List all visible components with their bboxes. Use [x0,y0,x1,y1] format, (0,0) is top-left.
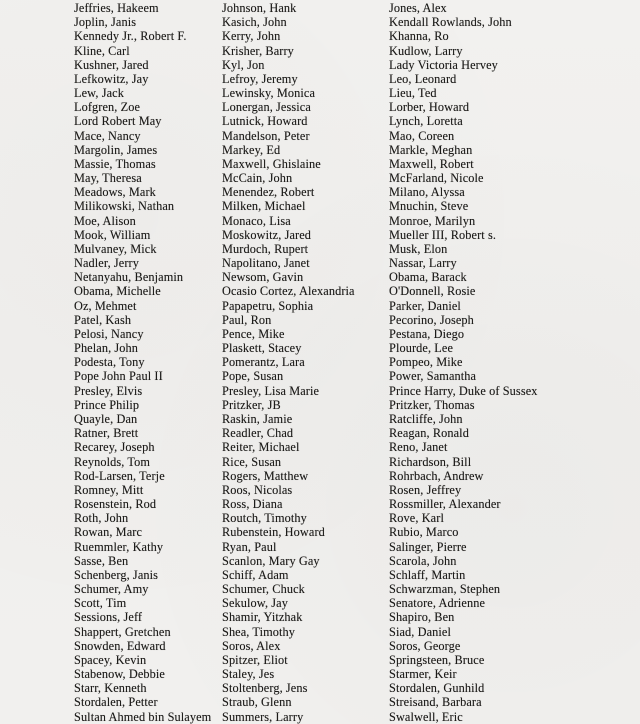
list-item: Plaskett, Stacey [222,341,302,356]
list-item: Kudlow, Larry [389,43,463,58]
list-item: Mao, Coreen [389,128,455,143]
list-item: Lew, Jack [74,86,124,101]
list-item: Roth, John [74,511,129,526]
name-column-2 [222,1,389,724]
list-item: Lynch, Loretta [389,114,463,129]
list-item: Milken, Michael [222,199,306,214]
list-item: Power, Samantha [389,369,477,384]
list-item: Sultan Ahmed bin Sulayem [74,709,212,724]
list-item: Pope, Susan [222,369,284,384]
list-item: Kline, Carl [74,43,130,58]
list-item: Schlaff, Martin [389,567,466,582]
list-item: Paul, Ron [222,312,272,327]
list-item: Salinger, Pierre [389,539,467,554]
list-item: Obama, Barack [389,270,467,285]
list-item: Romney, Mitt [74,482,144,497]
list-item: Kerry, John [222,29,281,44]
list-item: Starmer, Keir [389,667,457,682]
list-item: Lutnick, Howard [222,114,308,129]
list-item: Lofgren, Zoe [74,100,141,115]
list-item: Mueller III, Robert s. [389,227,497,242]
list-item: Parker, Daniel [389,298,461,313]
list-item: Reno, Janet [389,440,448,455]
list-item: Streisand, Barbara [389,695,482,710]
list-item: Shamir, Yitzhak [222,610,303,625]
list-item: Mulvaney, Mick [74,241,157,256]
list-item: Kasich, John [222,15,287,30]
list-item: Rowan, Marc [74,525,143,540]
list-item: Scanlon, Mary Gay [222,553,320,568]
list-item: Reynolds, Tom [74,454,151,469]
list-item: Phelan, John [74,341,139,356]
list-item: Plourde, Lee [389,341,454,356]
list-item: Musk, Elon [389,241,448,256]
list-item: Nadler, Jerry [74,256,139,271]
list-item: Rogers, Matthew [222,468,309,483]
list-item: Raskin, Jamie [222,411,293,426]
list-item: Ratner, Brett [74,426,139,441]
list-item: Stabenow, Debbie [74,667,165,682]
list-item: Rove, Karl [389,511,444,526]
list-item: Leo, Leonard [389,71,457,86]
list-item: Stordalen, Petter [74,695,158,710]
list-item: Reiter, Michael [222,440,300,455]
list-item: Prince Harry, Duke of Sussex [389,383,538,398]
list-item: Kyl, Jon [222,57,265,72]
list-item: Sekulow, Jay [222,596,288,611]
list-item: Mandelson, Peter [222,128,310,143]
list-item: Maxwell, Robert [389,156,474,171]
list-item: Kennedy Jr., Robert F. [74,29,187,44]
list-item: Ocasio Cortez, Alexandria [222,284,355,299]
list-item: Prince Philip [74,397,140,412]
list-item: Soros, Alex [222,638,281,653]
list-item: Pelosi, Nancy [74,326,144,341]
list-item: Starr, Kenneth [74,681,147,696]
list-item: Schumer, Amy [74,582,149,597]
list-item: McFarland, Nicole [389,171,484,186]
list-item: Krisher, Barry [222,43,294,58]
list-item: Lefroy, Jeremy [222,71,298,86]
list-item: Patel, Kash [74,312,132,327]
list-item: Lorber, Howard [389,100,470,115]
list-item: Rossmiller, Alexander [389,497,501,512]
list-item: Ruemmler, Kathy [74,539,164,554]
list-item: Siad, Daniel [389,624,451,639]
list-item: Swalwell, Eric [389,709,463,724]
list-item: Lord Robert May [74,114,162,129]
list-item: Jones, Alex [389,1,447,15]
list-item: Maxwell, Ghislaine [222,156,321,171]
list-item: Kendall Rowlands, John [389,15,512,30]
list-item: Mook, William [74,227,151,242]
list-item: Soros, George [389,638,461,653]
list-item: Shea, Timothy [222,624,296,639]
list-item: Milikowski, Nathan [74,199,175,214]
list-item: Staley, Jes [222,667,275,682]
list-item: Spitzer, Eliot [222,652,288,667]
list-item: Stordalen, Gunhild [389,681,485,696]
list-item: Joplin, Janis [74,15,137,30]
list-item: Rubenstein, Howard [222,525,325,540]
list-item: Presley, Lisa Marie [222,383,320,398]
list-item: Shapiro, Ben [389,610,455,625]
list-item: Netanyahu, Benjamin [74,270,184,285]
list-item: Khanna, Ro [389,29,449,44]
list-item: Scarola, John [389,553,457,568]
list-item: Mace, Nancy [74,128,141,143]
list-item: Snowden, Edward [74,638,166,653]
name-column-3 [389,1,629,724]
list-item: Markey, Ed [222,142,281,157]
list-item: Massie, Thomas [74,156,156,171]
list-item: Lady Victoria Hervey [389,57,498,72]
list-item: Quayle, Dan [74,411,138,426]
list-item: Ross, Diana [222,497,283,512]
list-item: Recarey, Joseph [74,440,155,455]
list-item: Roos, Nicolas [222,482,293,497]
list-item: Rubio, Marco [389,525,459,540]
list-item: Richardson, Bill [389,454,472,469]
list-item: Papapetru, Sophia [222,298,314,313]
list-item: Sessions, Jeff [74,610,143,625]
list-item: Lieu, Ted [389,86,437,101]
list-item: Summers, Larry [222,709,304,724]
list-item: Jeffries, Hakeem [74,1,159,15]
list-item: Johnson, Hank [222,1,297,15]
list-item: Schiff, Adam [222,567,289,582]
list-item: Markle, Meghan [389,142,473,157]
list-item: Napolitano, Janet [222,256,310,271]
list-item: Spacey, Kevin [74,652,147,667]
list-item: Pence, Mike [222,326,285,341]
list-item: Menendez, Robert [222,185,315,200]
list-item: Senatore, Adrienne [389,596,486,611]
list-item: Scott, Tim [74,596,127,611]
list-item: Lewinsky, Monica [222,86,316,101]
list-item: May, Theresa [74,171,142,186]
list-item: Sasse, Ben [74,553,129,568]
list-item: Murdoch, Rupert [222,241,309,256]
list-item: Margolin, James [74,142,158,157]
list-item: Pomerantz, Lara [222,355,305,370]
list-item: Pompeo, Mike [389,355,463,370]
name-column-1 [74,1,222,724]
list-item: McCain, John [222,171,293,186]
list-item: Meadows, Mark [74,185,156,200]
list-item: Pope John Paul II [74,369,163,384]
list-item: Milano, Alyssa [389,185,465,200]
list-item: Shappert, Gretchen [74,624,171,639]
list-item: O'Donnell, Rosie [389,284,476,299]
list-item: Straub, Glenn [222,695,292,710]
list-item: Pestana, Diego [389,326,465,341]
list-item: Monaco, Lisa [222,213,291,228]
list-item: Ratcliffe, John [389,411,463,426]
list-item: Schenberg, Janis [74,567,159,582]
list-item: Springsteen, Bruce [389,652,485,667]
list-item: Lefkowitz, Jay [74,71,149,86]
list-item: Rice, Susan [222,454,282,469]
list-item: Pecorino, Joseph [389,312,474,327]
list-item: Rohrbach, Andrew [389,468,484,483]
list-item: Nassar, Larry [389,256,457,271]
list-item: Rosen, Jeffrey [389,482,462,497]
list-item: Rosenstein, Rod [74,497,157,512]
list-item: Pritzker, JB [222,397,281,412]
list-item: Oz, Mehmet [74,298,137,313]
list-item: Stoltenberg, Jens [222,681,308,696]
list-item: Mnuchin, Steve [389,199,469,214]
list-item: Moe, Alison [74,213,136,228]
list-item: Pritzker, Thomas [389,397,475,412]
list-item: Rod-Larsen, Terje [74,468,165,483]
list-item: Lonergan, Jessica [222,100,311,115]
list-item: Reagan, Ronald [389,426,469,441]
list-item: Schwarzman, Stephen [389,582,501,597]
list-item: Podesta, Tony [74,355,145,370]
list-item: Routch, Timothy [222,511,307,526]
list-item: Ryan, Paul [222,539,277,554]
list-item: Readler, Chad [222,426,294,441]
list-item: Obama, Michelle [74,284,161,299]
list-item: Schumer, Chuck [222,582,305,597]
list-item: Monroe, Marilyn [389,213,476,228]
list-item: Kushner, Jared [74,57,149,72]
list-item: Newsom, Gavin [222,270,304,285]
list-item: Moskowitz, Jared [222,227,312,242]
list-item: Presley, Elvis [74,383,143,398]
